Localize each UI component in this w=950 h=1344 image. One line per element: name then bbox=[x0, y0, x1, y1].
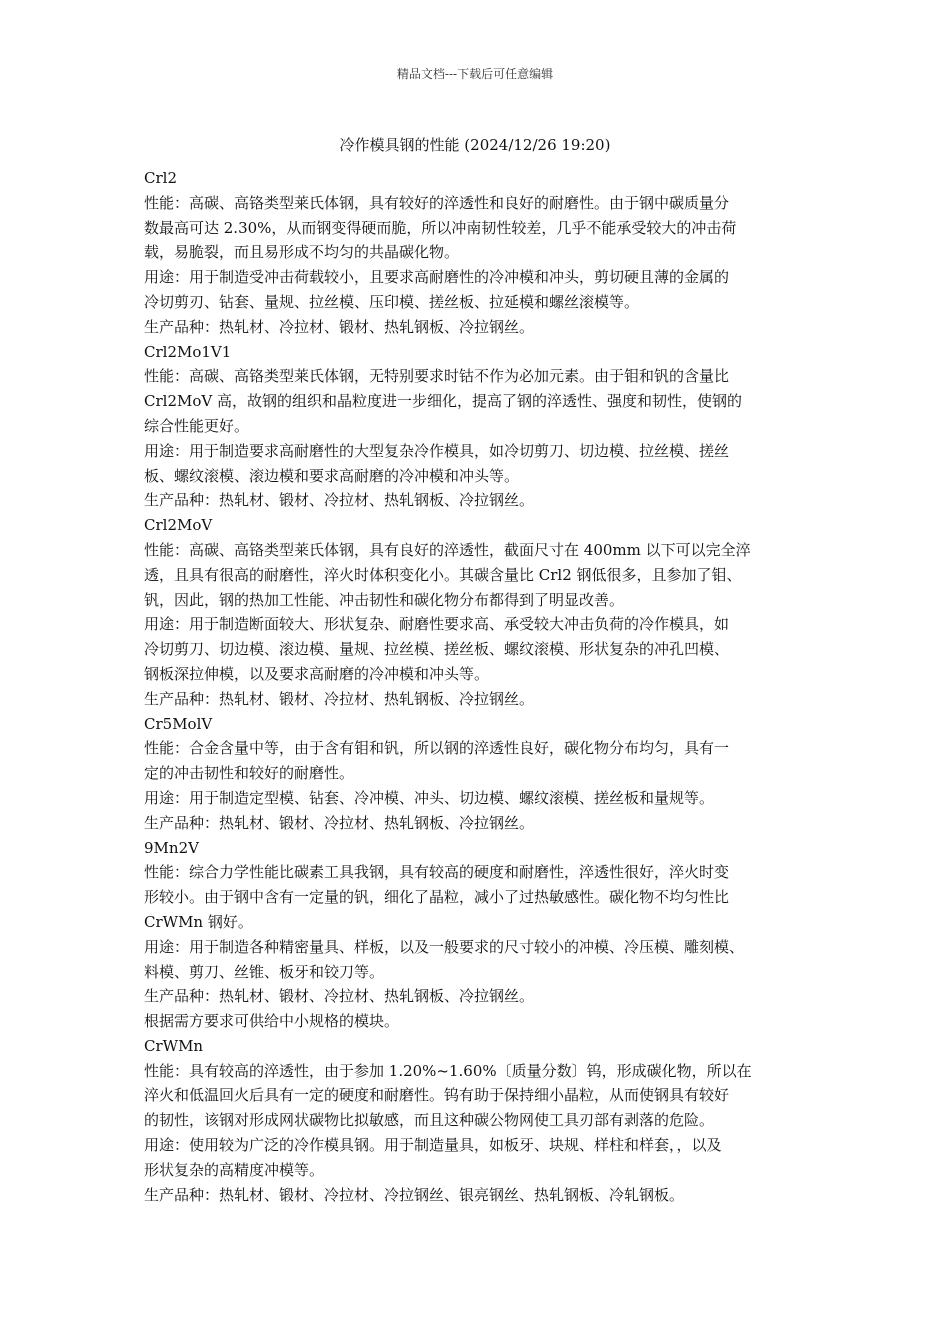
text-line: 用途：用于制造受冲击荷载较小，且要求高耐磨性的冷冲模和冲头，剪切硬且薄的金属的 bbox=[144, 268, 730, 287]
text-line: 性能：综合力学性能比碳素工具我钢，具有较高的硬度和耐磨性，淬透性很好，淬火时变 bbox=[144, 863, 730, 882]
text-line: CrWMn 钢好。 bbox=[144, 912, 253, 931]
text-line: 用途：用于制造各种精密量具、样板，以及一般要求的尺寸较小的冲模、冷压模、雕刻模、 bbox=[144, 937, 745, 956]
text-line: Crl2MoV 高，故钢的组织和晶粒度进一步细化，提高了钢的淬透性、强度和韧性，使钢的 bbox=[144, 392, 742, 411]
text-line: 9Mn2V bbox=[144, 838, 199, 857]
text-line: 性能：高碳、高铬类型莱氏体钢，具有较好的淬透性和良好的耐磨性。由于钢中碳质量分 bbox=[144, 193, 730, 212]
text-line: 冷切剪刀、切边模、滚边模、量规、拉丝模、搓丝板、螺纹滚模、形状复杂的冲孔凹模、 bbox=[144, 640, 730, 659]
text-line: Crl2Mo1V1 bbox=[144, 342, 232, 361]
text-line: 用途：用于制造断面较大、形状复杂、耐磨性要求高、承受较大冲击负荷的冷作模具，如 bbox=[144, 615, 730, 634]
text-line: Crl2MoV bbox=[144, 516, 213, 535]
text-line: 生产品种：热轧材、锻材、冷拉材、冷拉钢丝、银亮钢丝、热轧钢板、冷轧钢板。 bbox=[144, 1185, 685, 1204]
text-line: 综合性能更好。 bbox=[144, 416, 250, 435]
text-line: 用途：用于制造定型模、钻套、冷冲模、冲头、切边模、螺纹滚模、搓丝板和量规等。 bbox=[144, 788, 715, 807]
text-line: 生产品种：热轧材、锻材、冷拉材、热轧钢板、冷拉钢丝。 bbox=[144, 491, 535, 510]
text-line: 载，易脆裂，而且易形成不均匀的共晶碳化物。 bbox=[144, 243, 460, 262]
document-body bbox=[144, 166, 808, 1207]
text-line: 形状复杂的高精度冲模等。 bbox=[144, 1160, 325, 1179]
text-line: 的韧性，该钢对形成网状碳物比拟敏感，而且这种碳公物网使工具刃部有剥落的危险。 bbox=[144, 1111, 715, 1130]
text-line: 形较小。由于钢中含有一定量的钒，细化了晶粒，减小了过热敏感性。碳化物不均匀性比 bbox=[144, 888, 730, 907]
text-line: 料模、剪刀、丝锥、板牙和铰刀等。 bbox=[144, 962, 385, 981]
text-line: Crl2 bbox=[144, 169, 177, 187]
text-line: 透，且具有很高的耐磨性，淬火时体积变化小。其碳含量比 Crl2 钢低很多，且参加了钼、 bbox=[144, 565, 742, 584]
text-line: 用途：使用较为广泛的冷作模具钢。用于制造量具，如板牙、块规、样柱和样套，，以及 bbox=[144, 1136, 722, 1155]
text-line: 冷切剪刃、钻套、量规、拉丝模、压印模、搓丝板、拉延模和螺丝滚模等。 bbox=[144, 292, 640, 311]
text-line: 数最高可达 2.30%，从而钢变得硬而脆，所以冲南韧性较差，几乎不能承受较大的冲击荷 bbox=[144, 218, 737, 237]
text-line: 钒，因此，钢的热加工性能、冲击韧性和碳化物分布都得到了明显改善。 bbox=[144, 590, 625, 609]
text-line: 钢板深拉伸模，以及要求高耐磨的冷冲模和冲头等。 bbox=[144, 664, 490, 683]
text-line: CrWMn bbox=[144, 1036, 204, 1055]
text-line: 性能：高碳、高铬类型莱氏体钢，无特别要求时钴不作为必加元素。由于钼和钒的含量比 bbox=[144, 367, 730, 386]
text-line: 性能：高碳、高铬类型莱氏体钢，具有良好的淬透性，截面尺寸在 400mm 以下可以完全淬 bbox=[144, 540, 751, 559]
text-line: 生产品种：热轧材、锻材、冷拉材、热轧钢板、冷拉钢丝。 bbox=[144, 987, 535, 1006]
text-line: 淬火和低温回火后具有一定的硬度和耐磨性。钨有助于保持细小晶粒，从而使钢具有较好 bbox=[144, 1086, 730, 1105]
text-line: 生产品种：热轧材、冷拉材、锻材、热轧钢板、冷拉钢丝。 bbox=[144, 317, 535, 336]
document-title: 冷作模具钢的性能 (2024/12/26 19:20) bbox=[339, 136, 611, 154]
text-line: 性能：合金含量中等，由于含有钼和钒，所以钢的淬透性良好，碳化物分布均匀，具有一 bbox=[144, 739, 730, 758]
text-line: 用途：用于制造要求高耐磨性的大型复杂冷作模具，如冷切剪刀、切边模、拉丝模、搓丝 bbox=[144, 441, 730, 460]
text-line: 定的冲击韧性和较好的耐磨性。 bbox=[144, 764, 355, 783]
page-header: 精品文档---下载后可任意编辑 bbox=[396, 67, 554, 81]
text-line: Cr5MolV bbox=[144, 714, 213, 733]
text-line: 根据需方要求可供给中小规格的模块。 bbox=[144, 1012, 400, 1031]
text-line: 性能：具有较高的淬透性，由于参加 1.20%~1.60%〔质量分数〕钨，形成碳化物，所以在 bbox=[144, 1061, 752, 1080]
text-line: 板、螺纹滚模、滚边模和要求高耐磨的冷冲模和冲头等。 bbox=[144, 466, 520, 485]
text-line: 生产品种：热轧材、锻材、冷拉材、热轧钢板、冷拉钢丝。 bbox=[144, 689, 535, 708]
text-line: 生产品种：热轧材、锻材、冷拉材、热轧钢板、冷拉钢丝。 bbox=[144, 813, 535, 832]
